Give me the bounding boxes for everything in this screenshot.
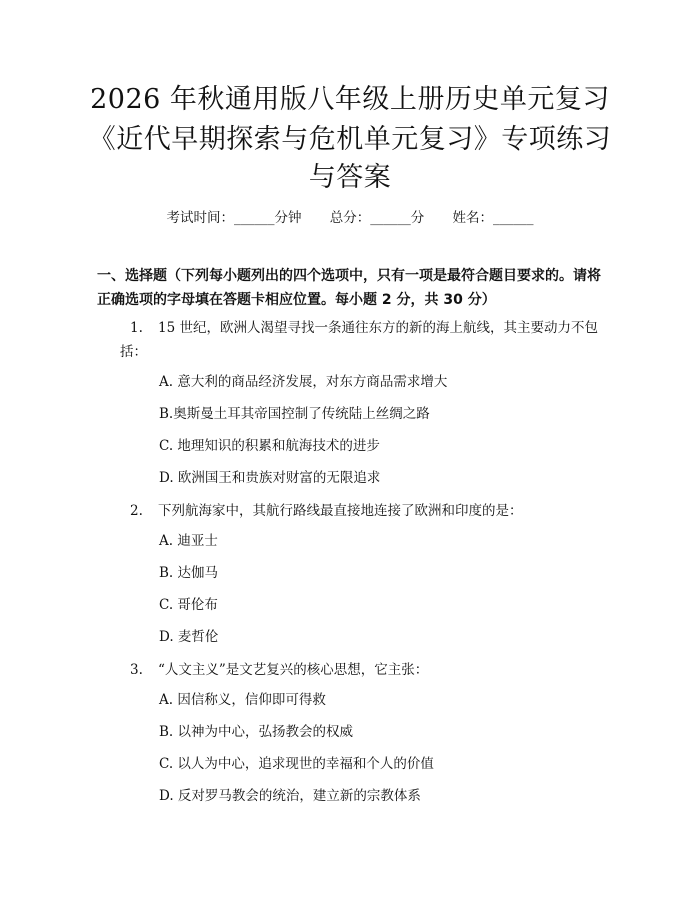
option-2c: C. 哥伦布 — [159, 597, 218, 613]
question-stem: 15 世纪，欧洲人渴望寻找一条通往东方的新的海上航线，其主要动力不包括： — [120, 320, 598, 360]
option-1d: D. 欧洲国王和贵族对财富的无限追求 — [159, 470, 381, 486]
option-1b: B.奥斯曼土耳其帝国控制了传统陆上丝绸之路 — [159, 406, 430, 422]
question-3 — [120, 658, 602, 682]
option-1c: C. 地理知识的积累和航海技术的进步 — [159, 438, 380, 454]
question-number: 3. — [130, 662, 143, 678]
question-2 — [120, 499, 602, 523]
question-stem: 下列航海家中，其航行路线最直接地连接了欧洲和印度的是： — [158, 503, 523, 519]
question-number: 2. — [130, 503, 143, 519]
question-stem: “人文主义”是文艺复兴的核心思想，它主张： — [158, 662, 429, 678]
title-line-1: 2026 年秋通用版八年级上册历史单元复习 — [90, 84, 610, 115]
option-2b: B. 达伽马 — [159, 565, 219, 581]
option-3c: C. 以人为中心，追求现世的幸福和个人的价值 — [159, 756, 434, 772]
option-1a: A. 意大利的商品经济发展，对东方商品需求增大 — [159, 374, 448, 390]
question-number: 1. — [130, 320, 143, 336]
option-3a: A. 因信称义，信仰即可得救 — [159, 692, 326, 708]
exam-meta — [0, 206, 700, 226]
exam-total-score: 总分：______分 — [329, 210, 425, 226]
question-1 — [120, 316, 602, 364]
title-line-2: 《近代早期探索与危机单元复习》专项练习 — [88, 124, 612, 155]
student-name: 姓名：______ — [452, 210, 534, 226]
option-2a: A. 迪亚士 — [159, 533, 218, 549]
section-heading-choice: 一、选择题（下列每小题列出的四个选项中，只有一项是最符合题目要求的。请将正确选项的字母填在答题卡相应位置。每小题 2 分，共 30 分） — [97, 268, 601, 308]
exam-time: 考试时间：______分钟 — [166, 210, 302, 226]
option-3b: B. 以神为中心，弘扬教会的权威 — [159, 724, 354, 740]
option-3d: D. 反对罗马教会的统治，建立新的宗教体系 — [159, 788, 421, 804]
option-2d: D. 麦哲伦 — [159, 629, 219, 645]
title-line-3: 与答案 — [308, 162, 392, 193]
